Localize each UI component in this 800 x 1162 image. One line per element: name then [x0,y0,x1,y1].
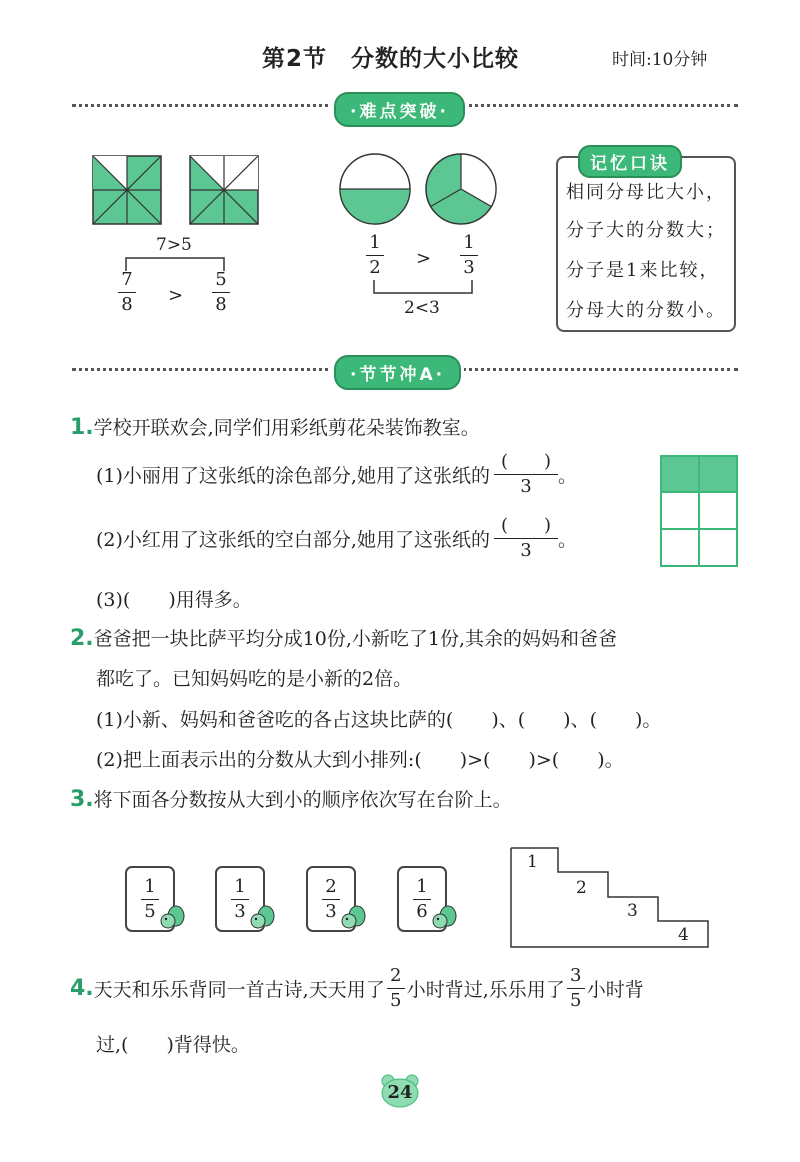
memory-tip-title: 记忆口诀 [578,145,682,178]
square-seven-eighths [93,156,161,224]
question-3 [70,785,512,812]
question-number: 4. [70,975,94,1001]
section-label-practice: ·节节冲A· [334,355,461,390]
answer-blank[interactable]: ( ) [500,451,551,472]
fraction-three-fifths: $\frac{3}{5}$ [567,966,585,1011]
squirrel-icon [430,904,458,932]
memo-line: 分子是1来比较， [566,260,720,281]
numerator-compare: 7>5 [156,235,192,255]
question-number: 1. [70,415,94,440]
question-text: 天天和乐乐背同一首古诗,天天用了 [93,978,385,1001]
question-text: 将下面各分数按从大到小的顺序依次写在台阶上。 [93,789,512,811]
question-number: 3. [70,787,94,812]
question-1-part-3: (3)( )用得多。 [96,589,252,611]
fraction-one-third: 1 3 [460,233,478,278]
circle-third [426,154,496,224]
fraction-one-half: 1 2 [366,233,384,278]
squirrel-icon [158,904,186,932]
squirrel-icon [339,904,367,932]
question-2-part-2: (2)把上面表示出的分数从大到小排列:( )>( )>( )。 [96,749,624,771]
memo-line: 分母大的分数小。 [566,300,726,321]
step-label: 3 [627,901,638,921]
question-4: 4. 天天和乐乐背同一首古诗,天天用了 $\frac{2}{5}$ 小时背过,乐乐用了 $\frac{3}{5}$ 小时背 [70,965,644,1011]
square-five-eighths [190,156,258,224]
question-text: 爸爸把一块比萨平均分成10份,小新吃了1份,其余的妈妈和爸爸 [93,628,618,650]
squirrel-icon [248,904,276,932]
step-label: 1 [527,852,538,872]
fraction-two-fifths: $\frac{2}{5}$ [387,966,405,1011]
page-number: 24 [387,1082,413,1103]
fraction-card: $\frac{1}{3}$ [215,866,265,932]
question-4-text-cont: 过,( )背得快。 [96,1034,250,1056]
fraction-five-eighths: 5 8 [212,270,230,315]
fraction-card: $\frac{1}{6}$ [397,866,447,932]
fraction-card: $\frac{2}{3}$ [306,866,356,932]
question-2 [70,624,617,651]
question-text: 学校开联欢会,同学们用彩纸剪花朵装饰教室。 [93,417,480,439]
paper-grid [660,455,738,567]
answer-blank[interactable]: ( ) [500,515,551,536]
question-number: 2. [70,626,94,651]
memo-line: 相同分母比大小， [566,182,726,203]
question-1-part-2: (2)小红用了这张纸的空白部分,她用了这张纸的 $\frac{( )}{3}$ 。 [96,515,577,561]
denominator-compare: 2<3 [404,298,440,318]
square-diagrams [92,155,272,227]
fraction-seven-eighths: 7 8 [118,270,136,315]
compare-op: > [168,285,184,306]
circle-half [340,154,410,224]
step-label: 4 [678,925,689,945]
bracket-top [124,255,228,271]
answer-fraction: $\frac{( )}{3}$ [494,516,558,561]
fraction-card: $\frac{1}{5}$ [125,866,175,932]
circle-diagrams [338,152,498,228]
section-label-difficult: ·难点突破· [334,92,465,127]
bracket-bottom [372,280,476,296]
time-limit: 时间:10分钟 [612,50,708,70]
answer-fraction: $\frac{( )}{3}$ [494,452,558,497]
compare-op-circles: > [416,248,432,269]
question-1-part-1: (1)小丽用了这张纸的涂色部分,她用了这张纸的 $\frac{( )}{3}$ 。 [96,451,577,497]
question-2-text-cont: 都吃了。已知妈妈吃的是小新的2倍。 [96,668,413,690]
step-label: 2 [576,878,587,898]
page-title: 第2节 分数的大小比较 [262,46,520,72]
memo-line: 分子大的分数大； [566,220,726,241]
question-1 [70,413,480,440]
question-2-part-1: (1)小新、妈妈和爸爸吃的各占这块比萨的( )、( )、( )。 [96,709,662,731]
